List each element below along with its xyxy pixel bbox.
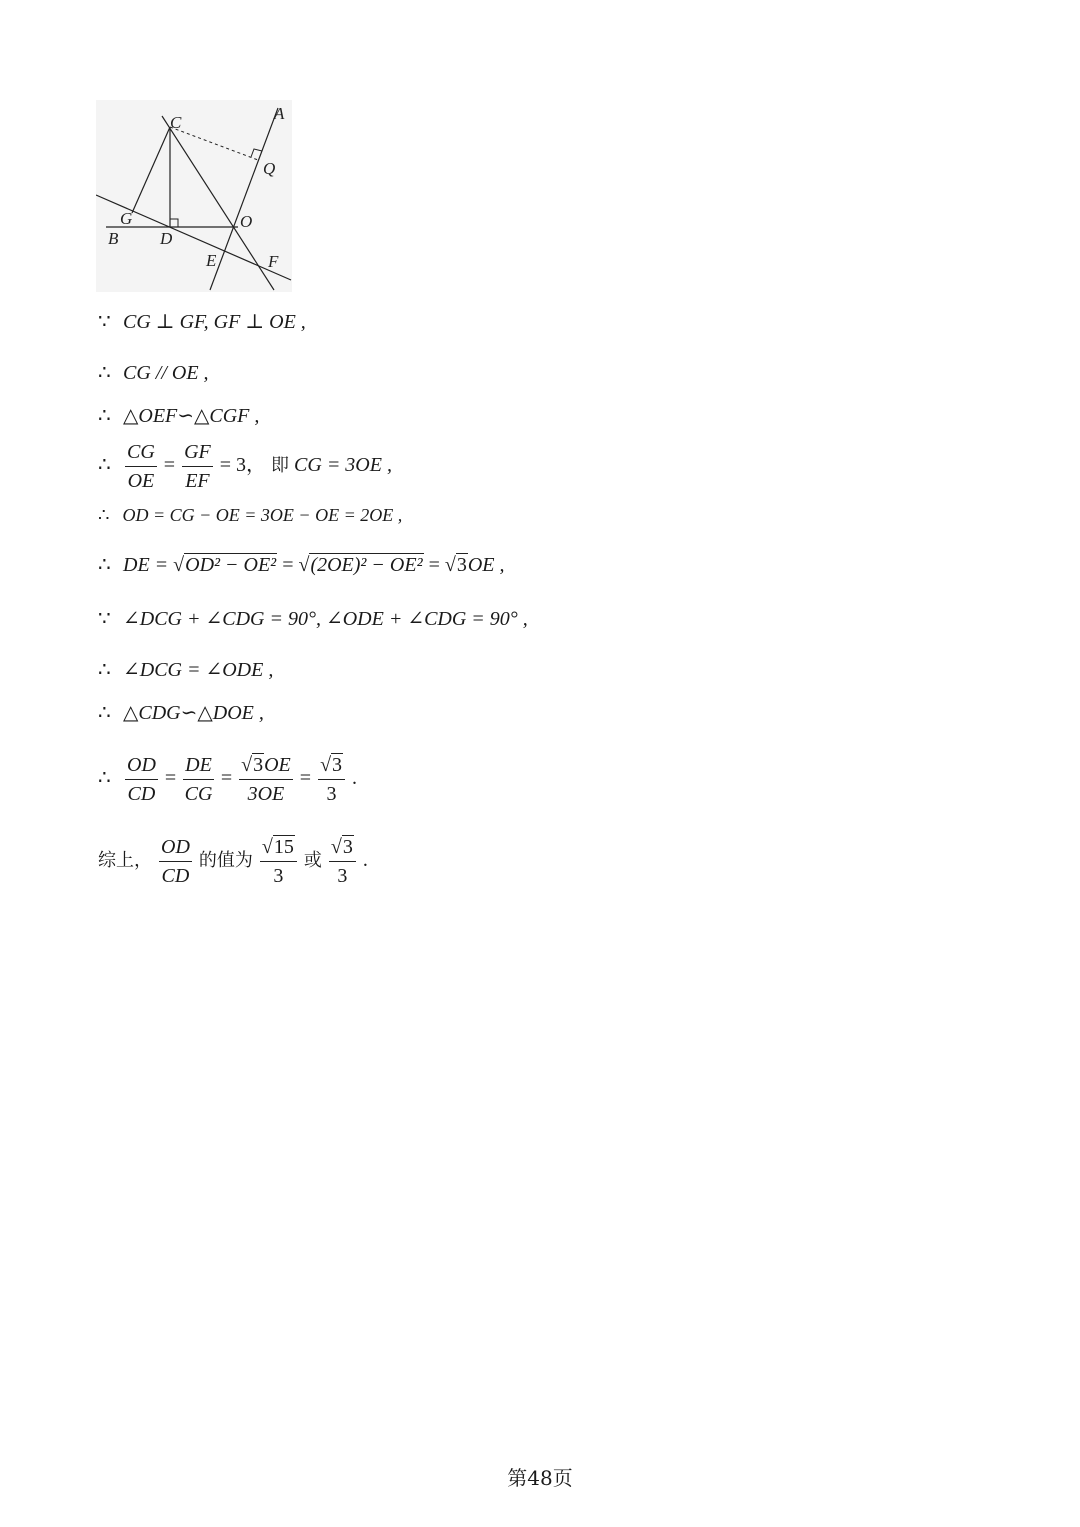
because-symbol: ∵ xyxy=(98,311,111,333)
fraction-od-cd: $\frac{OD}{CD}$ xyxy=(161,836,190,887)
fraction-gf-ef: $\frac{GF}{EF}$ xyxy=(184,441,211,492)
label-q: Q xyxy=(263,159,276,178)
step-8 xyxy=(98,658,273,682)
step-5-text: OD = CG − OE = 3OE − OE = 2OE , xyxy=(122,505,403,525)
label-e: E xyxy=(206,251,217,270)
conclusion-intro: 综上， xyxy=(98,850,152,872)
label-d: D xyxy=(160,229,173,248)
step-8-text: ∠DCG = ∠ODE , xyxy=(123,659,274,681)
conclusion: 综上， $\frac{OD}{CD}$ 的值为 $\frac{√15}{3}$ 或 $\frac{√3}{3}$ . xyxy=(98,836,368,887)
label-c: C xyxy=(170,113,182,132)
step-5 xyxy=(98,503,402,527)
step-7 xyxy=(98,607,528,631)
step-9 xyxy=(98,701,264,725)
step-2 xyxy=(98,361,209,385)
step-1 xyxy=(98,310,306,334)
step-3 xyxy=(98,404,259,428)
label-b: B xyxy=(108,229,119,248)
geometry-figure xyxy=(96,100,292,292)
sqrt-od-oe: √OD² − OE² xyxy=(173,554,277,576)
sqrt-2oe-oe: √(2OE)² − OE² xyxy=(298,554,423,576)
therefore-symbol: ∴ xyxy=(98,702,111,724)
answer-sqrt3-over-3: $\frac{√3}{3}$ xyxy=(329,835,356,888)
figure-background xyxy=(96,100,292,292)
step-9-text: △CDG∽△DOE , xyxy=(123,702,264,724)
step-3-text: △OEF∽△CGF , xyxy=(123,405,260,427)
step-6: ∴ DE = √OD² − OE² = √(2OE)² − OE² = √3OE , xyxy=(98,554,505,576)
step-1-text: CG ⊥ GF, GF ⊥ OE , xyxy=(123,311,306,333)
label-f: F xyxy=(268,252,279,271)
fraction-sqrt3oe-3oe: $\frac{√3OE}{3OE}$ xyxy=(241,754,291,805)
therefore-symbol: ∴ xyxy=(98,767,111,790)
fraction-sqrt3-3: $\frac{√3}{3}$ xyxy=(318,753,345,806)
fraction-od-cd: $\frac{OD}{CD}$ xyxy=(127,754,156,805)
step-10: ∴ $\frac{OD}{CD}$ = $\frac{DE}{CG}$ = $\frac{√3OE}{3OE}$ = $\frac{√3}{3}$ . xyxy=(98,754,358,805)
answer-sqrt15-over-3: $\frac{√15}{3}$ xyxy=(260,835,297,888)
step-4: ∴ $\frac{CG}{OE}$ = $\frac{GF}{EF}$ = 3， 即 CG = 3OE , xyxy=(98,441,392,492)
step-7-text: ∠DCG + ∠CDG = 90°, ∠ODE + ∠CDG = 90° , xyxy=(123,608,528,630)
therefore-symbol: ∴ xyxy=(98,505,110,525)
therefore-symbol: ∴ xyxy=(98,405,111,427)
therefore-symbol: ∴ xyxy=(98,659,111,681)
because-symbol: ∵ xyxy=(98,608,111,630)
sqrt-3: √3 xyxy=(444,554,467,576)
label-o: O xyxy=(240,212,253,231)
page-number: 第48页 xyxy=(507,1466,573,1490)
therefore-symbol: ∴ xyxy=(98,362,111,384)
step-2-text: CG // OE , xyxy=(123,362,209,384)
fraction-de-cg: $\frac{DE}{CG}$ xyxy=(184,754,213,805)
geometry-diagram xyxy=(96,100,292,292)
label-a: A xyxy=(274,104,285,123)
fraction-cg-oe: $\frac{CG}{OE}$ xyxy=(127,441,155,492)
label-g: G xyxy=(120,209,133,228)
therefore-symbol: ∴ xyxy=(98,454,111,477)
therefore-symbol: ∴ xyxy=(98,554,111,576)
